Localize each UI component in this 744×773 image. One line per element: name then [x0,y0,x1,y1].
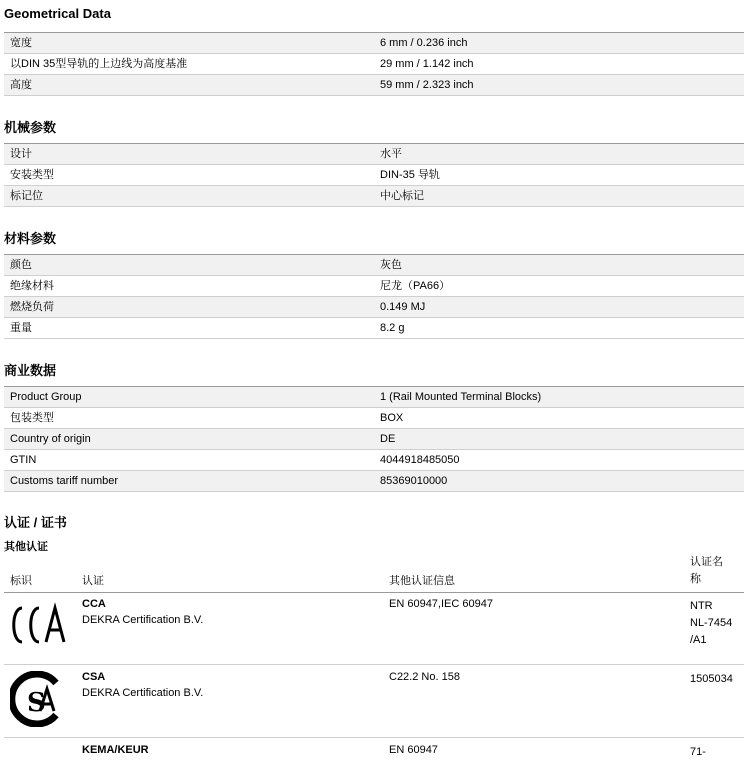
row-value: 尼龙（PA66） [380,280,451,292]
cert-number-line: 71- [690,746,706,758]
row-key: Product Group [10,391,82,403]
cert-number [690,598,732,649]
row-key: 宽度 [10,37,32,49]
table-row [4,408,744,429]
row-value: 中心标记 [380,190,424,202]
table-row [4,450,744,471]
table-row [4,143,744,165]
section-title-material: 材料参数 [4,231,57,246]
cert-number-line: /A1 [690,634,707,646]
cert-number-line: NTR [690,600,713,612]
cert-table-header [4,558,744,593]
row-key: 颜色 [10,259,32,271]
row-value: 59 mm / 2.323 inch [380,79,474,91]
row-value: 水平 [380,148,402,160]
mechanical-table [4,143,744,207]
commercial-table [4,386,744,492]
row-value: DIN-35 导轨 [380,169,440,181]
subsection-title-other-certs: 其他认证 [4,541,48,553]
row-value: 0.149 MJ [380,301,426,313]
row-key: GTIN [10,454,37,466]
table-row [4,318,744,339]
row-value: 8.2 g [380,322,405,334]
cert-row-csa [4,665,744,738]
row-value: DE [380,433,396,445]
row-key: 高度 [10,79,32,91]
row-key: 以DIN 35型导轨的上边线为高度基准 [10,58,188,70]
csa-logo-icon [10,671,66,727]
section-title-mechanical: 机械参数 [4,120,57,135]
row-value: 4044918485050 [380,454,460,466]
table-row [4,386,744,408]
row-value: 1 (Rail Mounted Terminal Blocks) [380,391,542,403]
row-key: Country of origin [10,433,91,445]
row-key: 设计 [10,148,32,160]
table-row [4,276,744,297]
table-row [4,32,744,54]
row-value: 灰色 [380,259,402,271]
row-key: 标记位 [10,190,43,202]
row-value: 29 mm / 1.142 inch [380,58,474,70]
row-value: 6 mm / 0.236 inch [380,37,468,49]
cert-number [690,671,733,688]
cert-org: DEKRA Certification B.V. [82,687,204,699]
geometrical-table [4,32,744,96]
table-row [4,471,744,492]
header-cert: 认证 [82,575,104,587]
table-row [4,186,744,207]
header-number-line1: 认证名 [690,556,723,568]
cert-row-cca [4,592,744,665]
header-number-line2: 称 [690,573,701,585]
header-info: 其他认证信息 [389,575,455,587]
row-key: 安装类型 [10,169,54,181]
cert-standard: EN 60947 [389,744,438,756]
cert-org: DEKRA Certification B.V. [82,614,204,626]
table-row [4,54,744,75]
table-row [4,254,744,276]
section-title-certifications: 认证 / 证书 [4,515,67,530]
cert-number-line: 1505034 [690,673,733,685]
row-key: 燃烧负荷 [10,301,54,313]
table-row [4,75,744,96]
row-key: 包装类型 [10,412,54,424]
section-title-geometrical: Geometrical Data [4,6,111,21]
section-title-commercial: 商业数据 [4,363,57,378]
header-number [690,554,723,588]
table-row [4,429,744,450]
table-row [4,297,744,318]
row-value: 85369010000 [380,475,448,487]
cert-name: CCA [82,598,106,610]
cert-name: CSA [82,671,106,683]
cert-number-line: NL-7454 [690,617,733,629]
header-mark: 标识 [10,575,32,587]
row-value: BOX [380,412,404,424]
row-key: 重量 [10,322,32,334]
row-key: Customs tariff number [10,475,119,487]
row-key: 绝缘材料 [10,280,54,292]
table-row [4,165,744,186]
svg-text:S: S [27,688,46,718]
cert-row-kema [4,738,744,773]
cert-number [690,744,706,761]
cert-standard: EN 60947,IEC 60947 [389,598,493,610]
cert-name: KEMA/KEUR [82,744,149,756]
material-table [4,254,744,339]
cca-logo-icon [8,600,68,650]
cert-standard: C22.2 No. 158 [389,671,460,683]
